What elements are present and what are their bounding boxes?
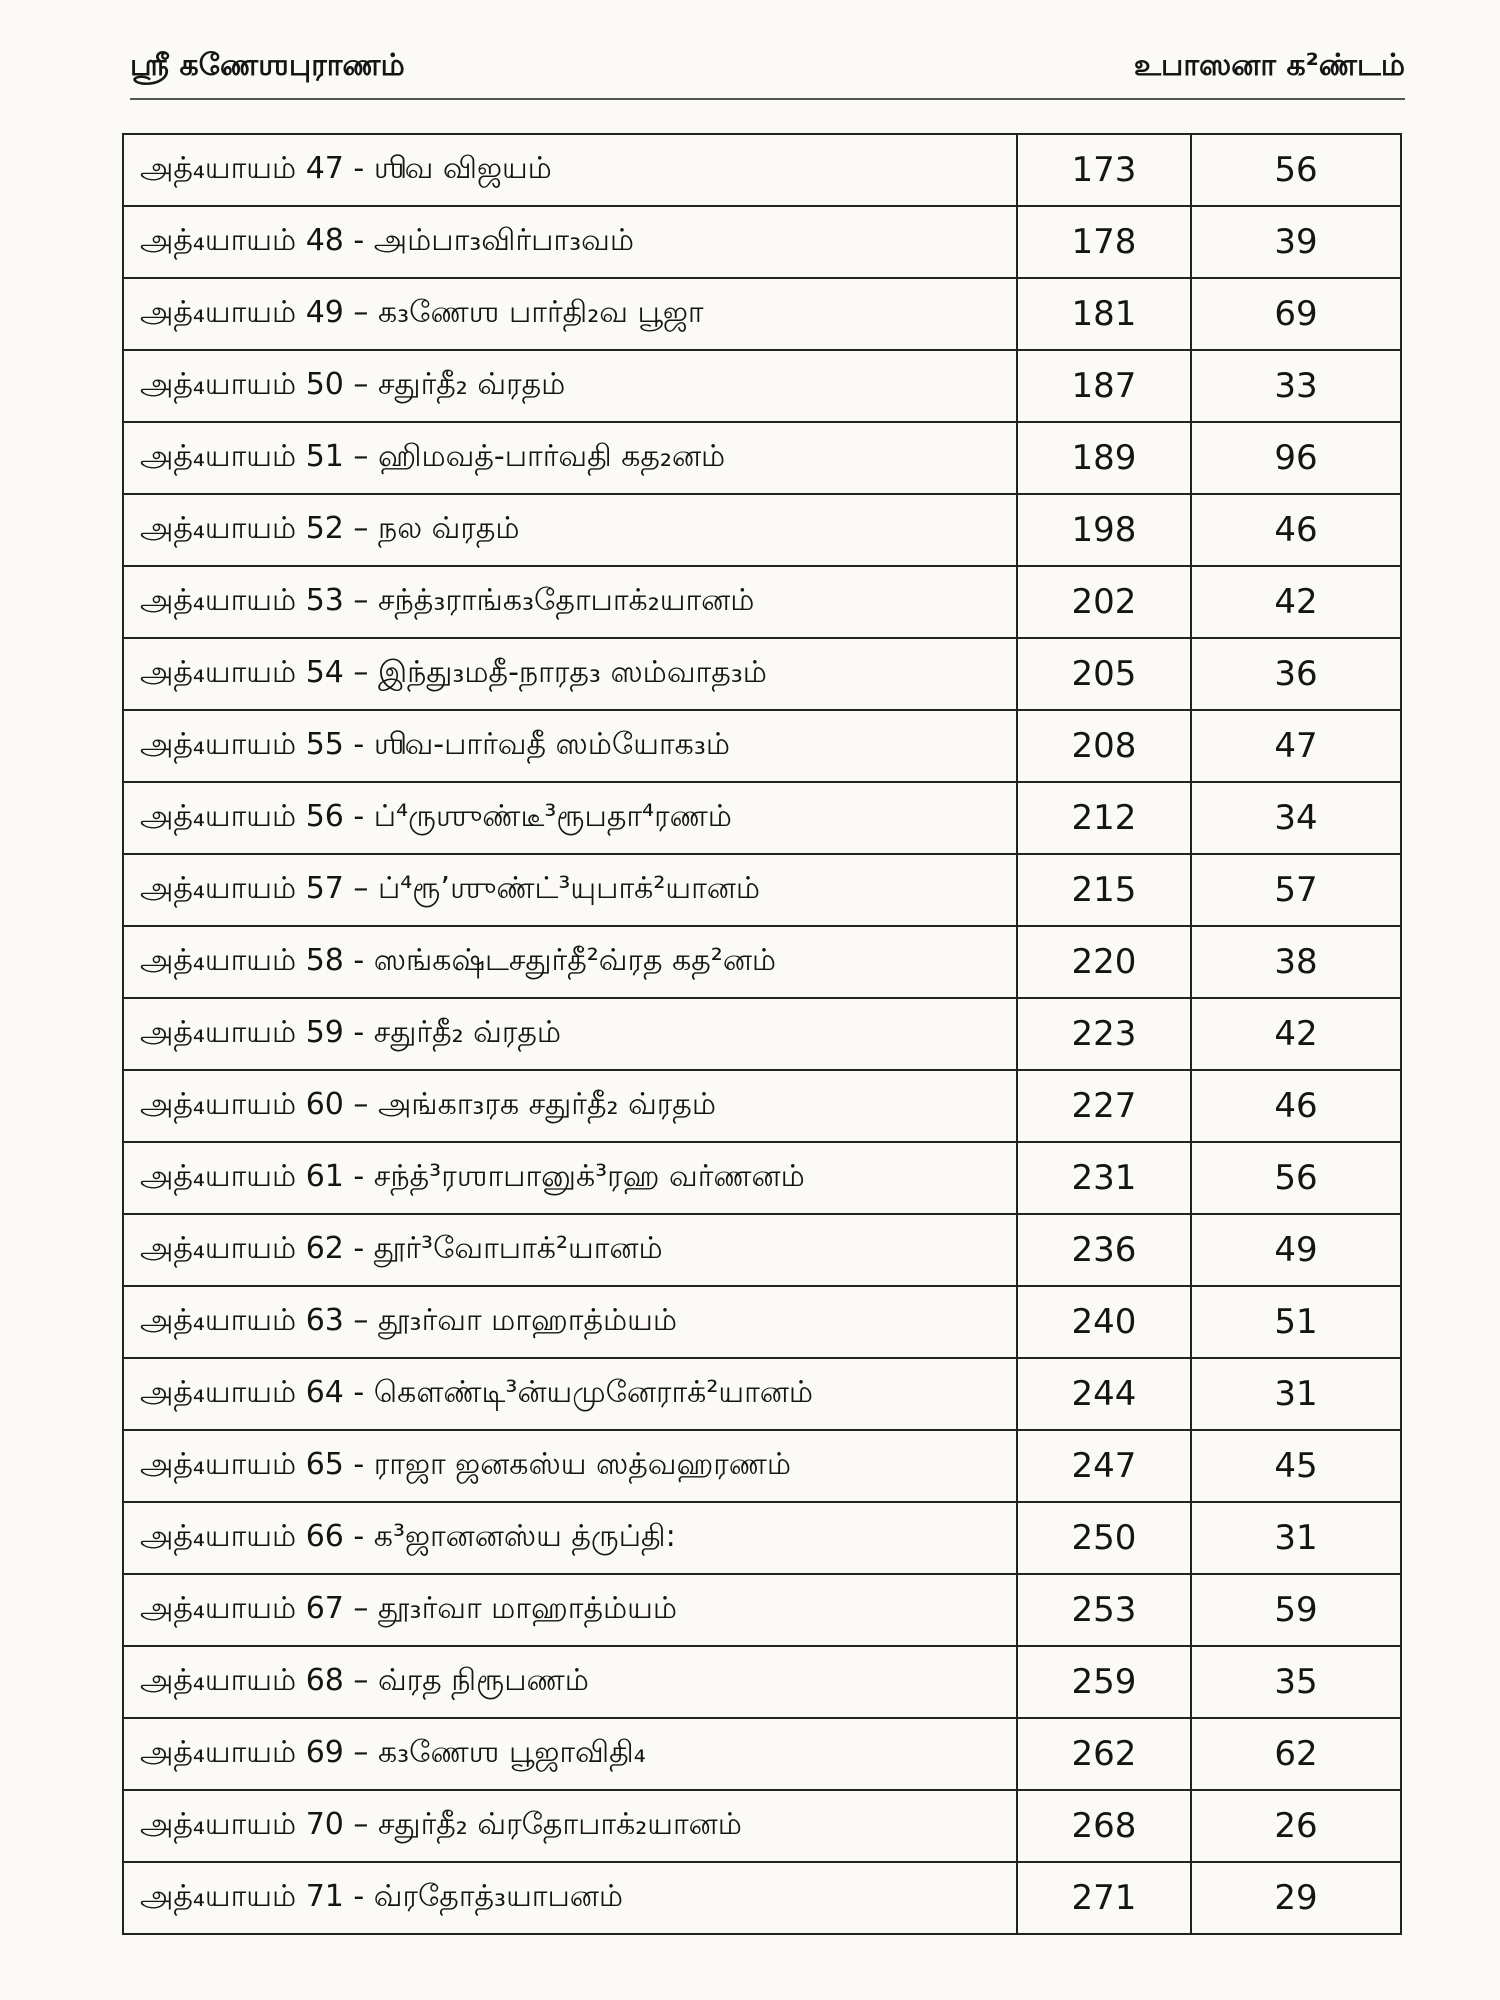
verse-count: 46: [1191, 1070, 1401, 1142]
chapter-title: அத்₄யாயம் 50 – சதுர்தீ₂ வ்ரதம்: [123, 350, 1017, 422]
page-number: 227: [1017, 1070, 1191, 1142]
chapter-title: அத்₄யாயம் 57 – ப்⁴ரூ’ஶுண்ட்³யுபாக்²யானம்: [123, 854, 1017, 926]
page-number: 181: [1017, 278, 1191, 350]
page-number: 189: [1017, 422, 1191, 494]
verse-count: 34: [1191, 782, 1401, 854]
page-number: 268: [1017, 1790, 1191, 1862]
table-row: [123, 710, 1401, 782]
book-title: ஸ்ரீ கணேஶபுராணம்: [130, 48, 405, 83]
chapter-title: அத்₄யாயம் 60 – அங்கா₃ரக சதுர்தீ₂ வ்ரதம்: [123, 1070, 1017, 1142]
chapter-title: அத்₄யாயம் 71 - வ்ரதோத்₃யாபனம்: [123, 1862, 1017, 1934]
chapter-title: அத்₄யாயம் 65 - ராஜா ஜனகஸ்ய ஸத்வஹரணம்: [123, 1430, 1017, 1502]
table-row: [123, 134, 1401, 206]
table-row: [123, 782, 1401, 854]
page-number: 259: [1017, 1646, 1191, 1718]
table-row: [123, 1862, 1401, 1934]
page-number: 198: [1017, 494, 1191, 566]
table-row: [123, 422, 1401, 494]
verse-count: 56: [1191, 134, 1401, 206]
chapter-title: அத்₄யாயம் 59 - சதுர்தீ₂ வ்ரதம்: [123, 998, 1017, 1070]
verse-count: 42: [1191, 998, 1401, 1070]
page-number: 187: [1017, 350, 1191, 422]
verse-count: 36: [1191, 638, 1401, 710]
page-number: 205: [1017, 638, 1191, 710]
chapter-title: அத்₄யாயம் 55 - ஶிவ-பார்வதீ ஸம்யோக₃ம்: [123, 710, 1017, 782]
chapter-title: அத்₄யாயம் 69 – க₃ணேஶ பூஜாவிதி₄: [123, 1718, 1017, 1790]
page-number: 231: [1017, 1142, 1191, 1214]
verse-count: 38: [1191, 926, 1401, 998]
table-row: [123, 1574, 1401, 1646]
table-row: [123, 1214, 1401, 1286]
page-number: 236: [1017, 1214, 1191, 1286]
verse-count: 59: [1191, 1574, 1401, 1646]
table-row: [123, 494, 1401, 566]
chapter-title: அத்₄யாயம் 51 – ஹிமவத்-பார்வதி கத₂னம்: [123, 422, 1017, 494]
chapter-title: அத்₄யாயம் 68 – வ்ரத நிரூபணம்: [123, 1646, 1017, 1718]
chapter-title: அத்₄யாயம் 47 - ஶிவ விஜயம்: [123, 134, 1017, 206]
page-number: 178: [1017, 206, 1191, 278]
chapter-title: அத்₄யாயம் 52 – நல வ்ரதம்: [123, 494, 1017, 566]
verse-count: 26: [1191, 1790, 1401, 1862]
running-header: [130, 40, 1405, 100]
table-row: [123, 998, 1401, 1070]
chapter-title: அத்₄யாயம் 58 - ஸங்கஷ்டசதுர்தீ²வ்ரத கத²னம்: [123, 926, 1017, 998]
contents-table-body: [123, 134, 1401, 1934]
table-row: [123, 926, 1401, 998]
page-number: 253: [1017, 1574, 1191, 1646]
page-number: 244: [1017, 1358, 1191, 1430]
page-number: 212: [1017, 782, 1191, 854]
verse-count: 45: [1191, 1430, 1401, 1502]
verse-count: 46: [1191, 494, 1401, 566]
page-number: 220: [1017, 926, 1191, 998]
table-row: [123, 566, 1401, 638]
chapter-title: அத்₄யாயம் 62 - தூர்³வோபாக்²யானம்: [123, 1214, 1017, 1286]
table-row: [123, 1502, 1401, 1574]
page-number: 202: [1017, 566, 1191, 638]
table-row: [123, 1718, 1401, 1790]
verse-count: 49: [1191, 1214, 1401, 1286]
table-row: [123, 350, 1401, 422]
verse-count: 42: [1191, 566, 1401, 638]
verse-count: 96: [1191, 422, 1401, 494]
verse-count: 33: [1191, 350, 1401, 422]
verse-count: 62: [1191, 1718, 1401, 1790]
table-row: [123, 206, 1401, 278]
page-number: 250: [1017, 1502, 1191, 1574]
chapter-title: அத்₄யாயம் 56 - ப்⁴ருஶுண்டீ³ரூபதா⁴ரணம்: [123, 782, 1017, 854]
verse-count: 39: [1191, 206, 1401, 278]
table-row: [123, 1430, 1401, 1502]
table-row: [123, 1790, 1401, 1862]
page-number: 247: [1017, 1430, 1191, 1502]
page-number: 223: [1017, 998, 1191, 1070]
verse-count: 57: [1191, 854, 1401, 926]
chapter-title: அத்₄யாயம் 64 - கௌண்டி³ன்யமுனேராக்²யானம்: [123, 1358, 1017, 1430]
page-number: 240: [1017, 1286, 1191, 1358]
verse-count: 69: [1191, 278, 1401, 350]
verse-count: 47: [1191, 710, 1401, 782]
page-number: 173: [1017, 134, 1191, 206]
page-number: 262: [1017, 1718, 1191, 1790]
table-row: [123, 1646, 1401, 1718]
verse-count: 31: [1191, 1358, 1401, 1430]
chapter-title: அத்₄யாயம் 67 – தூ₃ர்வா மாஹாத்ம்யம்: [123, 1574, 1017, 1646]
chapter-title: அத்₄யாயம் 49 – க₃ணேஶ பார்தி₂வ பூஜா: [123, 278, 1017, 350]
verse-count: 56: [1191, 1142, 1401, 1214]
table-row: [123, 854, 1401, 926]
table-row: [123, 638, 1401, 710]
verse-count: 29: [1191, 1862, 1401, 1934]
chapter-title: அத்₄யாயம் 54 – இந்து₃மதீ-நாரத₃ ஸம்வாத₃ம்: [123, 638, 1017, 710]
page-number: 208: [1017, 710, 1191, 782]
verse-count: 31: [1191, 1502, 1401, 1574]
page-number: 215: [1017, 854, 1191, 926]
chapter-title: அத்₄யாயம் 70 – சதுர்தீ₂ வ்ரதோபாக்₂யானம்: [123, 1790, 1017, 1862]
table-row: [123, 1142, 1401, 1214]
chapter-title: அத்₄யாயம் 63 – தூ₃ர்வா மாஹாத்ம்யம்: [123, 1286, 1017, 1358]
verse-count: 51: [1191, 1286, 1401, 1358]
chapter-title: அத்₄யாயம் 61 - சந்த்³ரஶாபானுக்³ரஹ வர்ணனம்: [123, 1142, 1017, 1214]
section-title: உபாஸனா க²ண்டம்: [1133, 48, 1405, 83]
chapter-title: அத்₄யாயம் 66 - க³ஜானனஸ்ய த்ருப்தி:: [123, 1502, 1017, 1574]
table-row: [123, 1286, 1401, 1358]
table-row: [123, 278, 1401, 350]
chapter-title: அத்₄யாயம் 48 - அம்பா₃விர்பா₃வம்: [123, 206, 1017, 278]
contents-table: [122, 133, 1402, 1935]
chapter-title: அத்₄யாயம் 53 – சந்த்₃ராங்க₃தோபாக்₂யானம்: [123, 566, 1017, 638]
table-row: [123, 1358, 1401, 1430]
page-number: 271: [1017, 1862, 1191, 1934]
verse-count: 35: [1191, 1646, 1401, 1718]
table-row: [123, 1070, 1401, 1142]
